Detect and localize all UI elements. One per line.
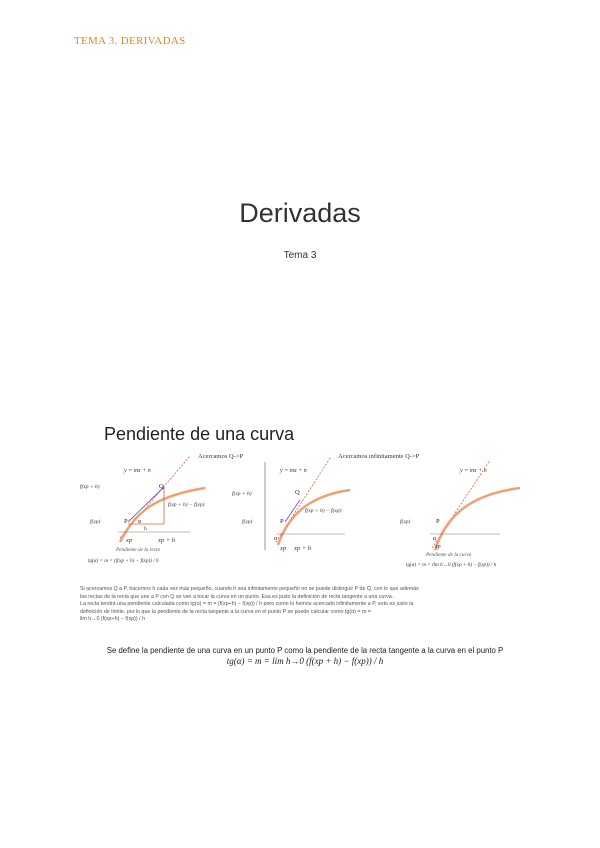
panel3-note-title: Pendiente de la curva [426, 552, 472, 558]
panel1-chord [128, 487, 164, 522]
panel2-x-label-p: xp [280, 545, 287, 552]
panel2-alpha: α [274, 536, 278, 542]
slide-title: Pendiente de una curva [104, 424, 295, 444]
panel3-curve [435, 488, 520, 550]
slide-pendiente [80, 420, 530, 665]
panel1-x-label-p: xp [126, 537, 133, 544]
panel1-y-label-bottom: f(xp) [90, 519, 101, 525]
page-title: Derivadas [239, 198, 361, 228]
panel2-curve [278, 490, 350, 545]
panel2-diff-label: f(xp + h) − f(xp) [305, 508, 342, 514]
panel1-note-title: Pendiente de la recta [116, 547, 161, 553]
panel-tangent [400, 460, 520, 568]
panel1-point-p: P [124, 518, 128, 525]
panel1-note-formula: tg(α) = m = (f(xp + h) − f(xp)) / h [88, 558, 159, 564]
paragraph-line: definición de límite, por lo que la pendiente de la recta tangente a la curva en el punto P se puede calcular como tg(α) = m = [80, 608, 371, 615]
definition-text: Se define la pendiente de una curva en un punto P como la pendiente de la recta tangente a la curva en el punto P [106, 646, 504, 655]
panel3-point-p: P [436, 518, 440, 525]
panel2-point-p: P [280, 518, 284, 525]
paragraph-line: La recta tendrá una pendiente calculada como tg(α) = m = (f(xp+h) − f(xp)) / h pero como lo hemos acercado infinitamente a P, esto es justo la [80, 601, 414, 607]
panel2-caption: Acercamos infinitamente Q->P [338, 453, 420, 460]
panel1-line-eq: y = mx + n [124, 468, 151, 474]
panel-limit [232, 453, 420, 552]
panel3-alpha: α [433, 536, 437, 542]
page-subtitle: Tema 3 [283, 250, 317, 261]
panel3-note-formula: tg(α) = m = lim h→0 (f(xp + h) − f(xp)) / h [406, 562, 497, 568]
panel3-y-label: f(xp) [400, 519, 411, 525]
panel3-line-eq: y = mx + n [460, 468, 487, 474]
panel2-y-label-top: f(xp + h) [232, 491, 252, 497]
panel1-h-label: h [144, 526, 147, 532]
panel1-diff-label: f(xp + h) − f(xp) [168, 502, 205, 508]
panel-secant [80, 453, 243, 564]
section-header: TEMA 3. DERIVADAS [74, 35, 186, 47]
panel1-point-q: Q [159, 483, 164, 490]
panel3-x-label: xp [435, 544, 441, 550]
derivative-diagrams [80, 450, 530, 590]
panel1-y-label-top: f(xp + h) [80, 484, 100, 490]
paragraph-line: lim h→0 (f(xp+h) − f(xp)) / h [80, 616, 146, 622]
panel2-y-label-bottom: f(xp) [242, 519, 253, 525]
panel2-x-label-ph: xp + h [294, 545, 312, 552]
paragraph-line: Si acercamos Q a P, hacemos h cada vez más pequeño, cuando h sea infinitamente pequeño no se puede distinguir P de Q, con lo que además [80, 586, 419, 592]
panel1-x-label-ph: xp + h [158, 537, 176, 544]
panel2-line-eq: y = mx + n [280, 468, 307, 474]
panel1-curve [120, 488, 205, 542]
definition-formula: tg(α) = m = lim h→0 (f(xp + h) − f(xp)) / h [226, 656, 384, 666]
panel1-alpha: α [138, 519, 142, 525]
panel2-point-q: Q [295, 489, 300, 496]
panel1-caption: Acercamos Q->P [198, 453, 243, 460]
explanation-paragraph [80, 586, 525, 624]
paragraph-line: las rectas de la recta que une a P con Q se van a tocar la curva en un punto. Esa es justo la definición de recta tangente a una curva. [80, 593, 394, 600]
